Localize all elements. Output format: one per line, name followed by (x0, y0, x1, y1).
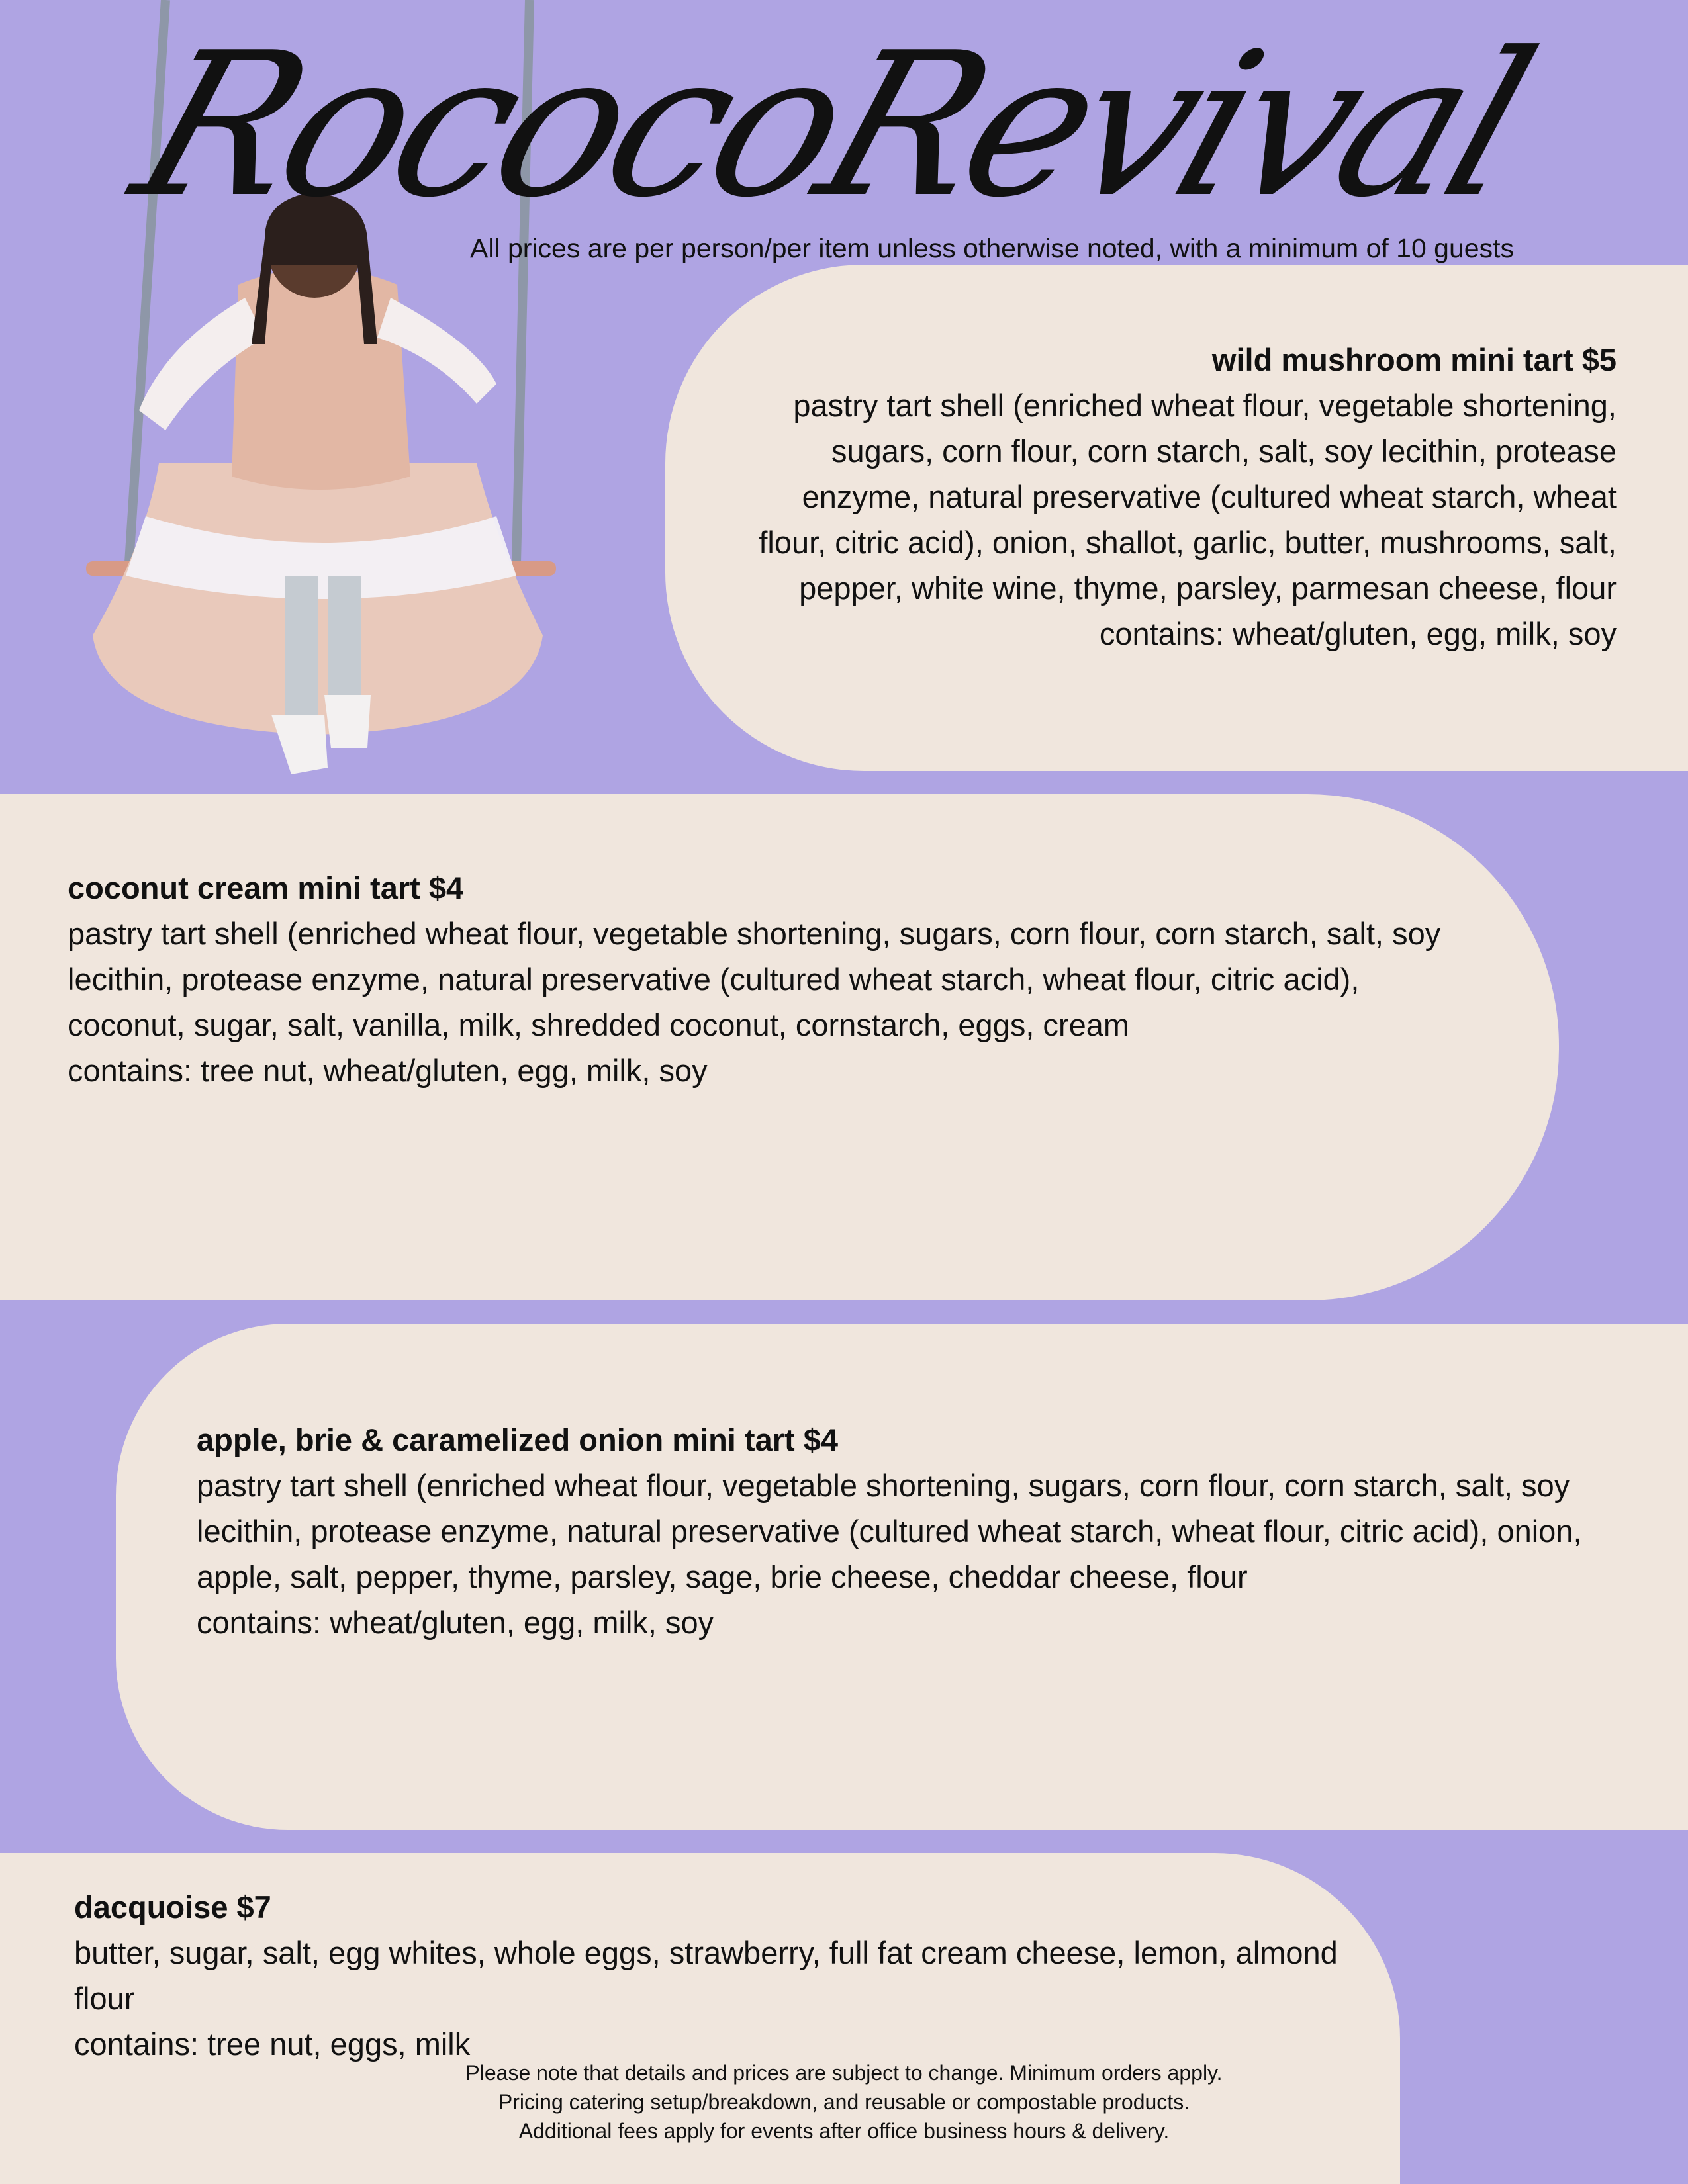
item-name: apple, brie & caramelized onion mini tart $4 (197, 1422, 838, 1457)
item-allergens: contains: tree nut, wheat/gluten, egg, milk, soy (68, 1053, 708, 1088)
item-name: dacquoise $7 (74, 1889, 271, 1925)
item-name: coconut cream mini tart $4 (68, 870, 464, 905)
footer-line: Additional fees apply for events after office business hours & delivery. (518, 2119, 1170, 2143)
pricing-note: All prices are per person/per item unless otherwise noted, with a minimum of 10 guests (470, 233, 1514, 263)
item-allergens: contains: wheat/gluten, egg, milk, soy (197, 1605, 714, 1640)
item-name: wild mushroom mini tart $5 (1211, 342, 1617, 377)
item-allergens: contains: wheat/gluten, egg, milk, soy (1099, 616, 1617, 651)
brand-title: RococoRevival (111, 10, 1551, 241)
footer-line: Please note that details and prices are subject to change. Minimum orders apply. (465, 2061, 1223, 2085)
item-description: pastry tart shell (enriched wheat flour, vegetable shortening, sugars, corn flour, corn starch, salt, soy lecithin, protease enzyme, natural preservative (cultured wheat starch, wheat flour, citric acid), onion, apple, salt, pepper, thyme, parsley, sage, brie cheese, cheddar cheese, flour (197, 1468, 1582, 1594)
footer-line: Pricing catering setup/breakdown, and reusable or compostable products. (498, 2090, 1190, 2114)
menu-card-apple-brie (116, 1324, 1688, 1830)
item-description: pastry tart shell (enriched wheat flour, vegetable shortening, sugars, corn flour, corn starch, salt, soy lecithin, protease enzyme, natural preservative (cultured wheat starch, wheat flour, citric acid), onion, shallot, garlic, butter, mushrooms, salt, pepper, white wine, thyme, parsley, parmesan cheese, flour (759, 388, 1617, 606)
item-allergens: contains: tree nut, eggs, milk (74, 2026, 471, 2062)
item-description: butter, sugar, salt, egg whites, whole eggs, strawberry, full fat cream cheese, lemon, almond flour (74, 1935, 1338, 2016)
footer-notes (331, 2058, 1357, 2146)
menu-card-wild-mushroom (665, 265, 1688, 771)
menu-card-coconut-cream (0, 794, 1559, 1300)
item-description: pastry tart shell (enriched wheat flour, vegetable shortening, sugars, corn flour, corn starch, salt, soy lecithin, protease enzyme, natural preservative (cultured wheat starch, wheat flour, citric acid), coconut, sugar, salt, vanilla, milk, shredded coconut, cornstarch, eggs, cream (68, 916, 1441, 1042)
